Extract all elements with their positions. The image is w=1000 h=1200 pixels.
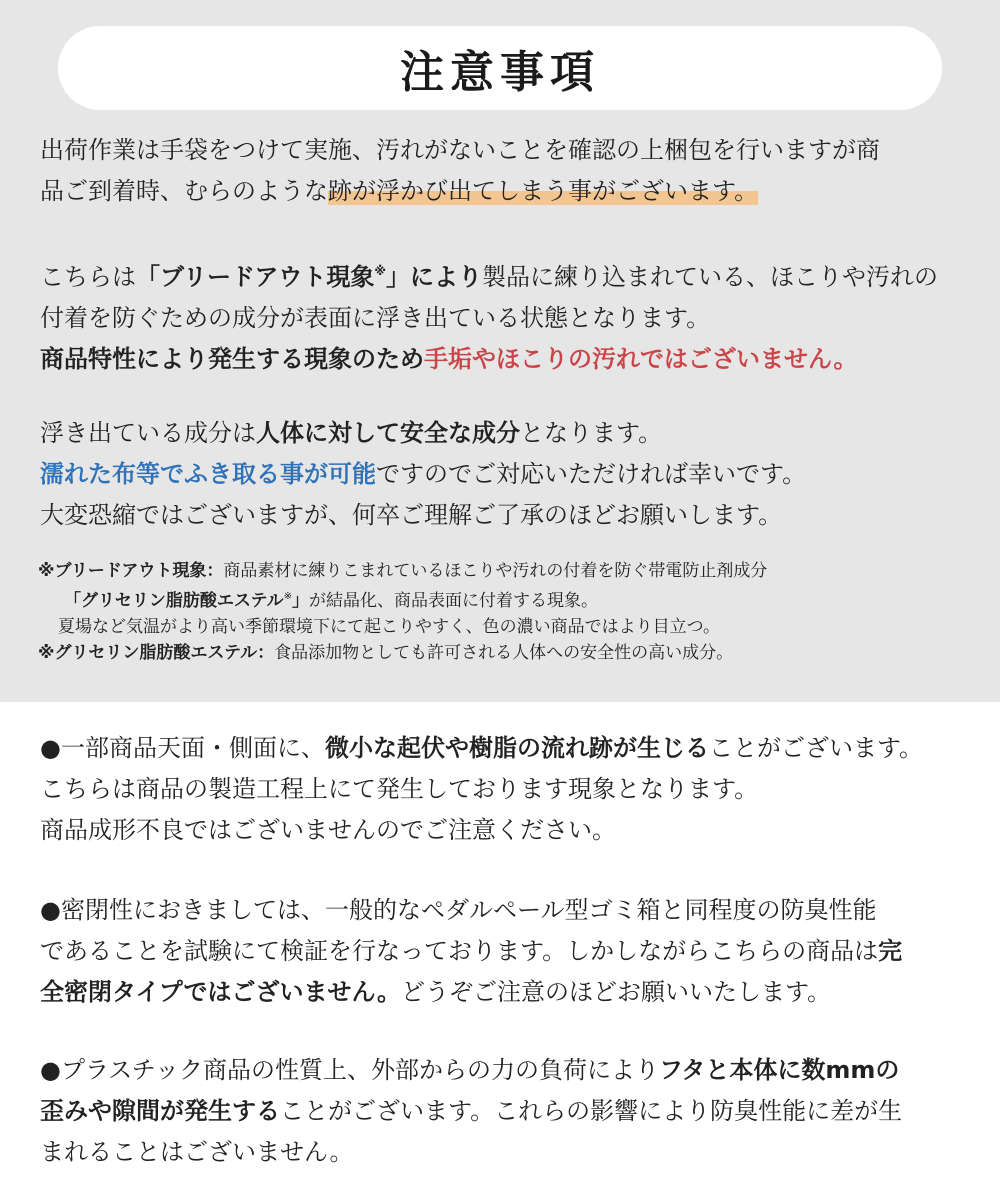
paragraph-shipping bbox=[40, 130, 965, 212]
text-span: 品ご到着時、むらのような bbox=[40, 177, 328, 205]
footnote-line bbox=[38, 584, 968, 614]
text-span: ことがございます。 bbox=[708, 734, 924, 762]
blue-emphasis-text: 濡れた布等でふき取る事が可能 bbox=[40, 460, 376, 488]
text-line: 大変恐縮ではございますが、何卒ご理解ご了承のほどお願いします。 bbox=[40, 501, 783, 529]
text-span: ●一部商品天面・側面に、 bbox=[40, 734, 325, 762]
text-line: 商品成形不良ではございませんのでご注意ください。 bbox=[40, 816, 616, 844]
bold-text: 」により bbox=[386, 263, 482, 291]
footnote-line bbox=[38, 558, 968, 584]
text-line: まれることはございません。 bbox=[40, 1138, 354, 1166]
text-span: ことがございます。これらの影響により防臭性能に差が生 bbox=[280, 1097, 903, 1125]
footnote-term: 」 bbox=[292, 591, 310, 611]
text-line: 付着を防ぐための成分が表面に浮き出ている状態となります。 bbox=[40, 304, 711, 332]
bold-text: 全密閉タイプではございません。 bbox=[40, 978, 401, 1006]
text-line bbox=[40, 251, 965, 298]
bullet-distortion bbox=[40, 1050, 970, 1173]
bullet-resin-marks bbox=[40, 728, 970, 851]
bold-text: 「ブリードアウト現象 bbox=[136, 263, 375, 291]
text-line bbox=[40, 413, 965, 454]
text-span: 製品に練り込まれている、ほこりや汚れの bbox=[482, 263, 938, 291]
footnote-term: ※ブリードアウト現象： bbox=[38, 561, 224, 581]
paragraph-bleed-out bbox=[40, 251, 965, 380]
paragraph-safety bbox=[40, 413, 965, 536]
footnote-text: 商品素材に練りこまれているほこりや汚れの付着を防ぐ帯電防止剤成分 bbox=[223, 561, 768, 581]
footnote-line bbox=[38, 640, 968, 666]
text-line: 出荷作業は手袋をつけて実施、汚れがないことを確認の上梱包を行いますが商 bbox=[40, 136, 880, 164]
footnote-text: が結晶化、商品表面に付着する現象。 bbox=[309, 591, 599, 611]
footnotes bbox=[38, 558, 968, 666]
footnote-term: ※グリセリン脂肪酸エステル： bbox=[38, 643, 275, 663]
bold-text: 人体に対して安全な成分 bbox=[256, 419, 520, 447]
footnote-term: 「グリセリン脂肪酸エステル bbox=[64, 591, 284, 611]
bullet-airtightness bbox=[40, 890, 970, 1013]
bold-text: 完 bbox=[878, 937, 903, 965]
red-emphasis-text: 手垢やほこりの汚れではございません。 bbox=[424, 345, 858, 373]
text-span: であることを試験にて検証を行なっております。しかしながらこちらの商品は bbox=[40, 937, 879, 965]
title-banner bbox=[58, 26, 942, 110]
footnote-line: 夏場など気温がより高い季節環境下にて起こりやすく、色の濃い商品ではより目立つ。 bbox=[58, 617, 720, 637]
text-line bbox=[40, 972, 970, 1013]
text-line bbox=[40, 728, 970, 769]
bold-text: フタと本体に数mmの bbox=[659, 1056, 900, 1084]
note-mark: ※ bbox=[283, 591, 293, 602]
text-line bbox=[40, 339, 965, 380]
footnote-text: 食品添加物としても許可される人体への安全性の高い成分。 bbox=[274, 643, 734, 663]
text-line bbox=[40, 171, 965, 212]
text-span: ですのでご対応いただければ幸いです。 bbox=[376, 460, 807, 488]
text-span: 浮き出ている成分は bbox=[40, 419, 256, 447]
text-span: となります。 bbox=[520, 419, 663, 447]
text-line: こちらは商品の製造工程上にて発生しております現象となります。 bbox=[40, 775, 759, 803]
bold-text: 歪みや隙間が発生する bbox=[40, 1097, 280, 1125]
text-line bbox=[40, 454, 965, 495]
text-line bbox=[40, 1091, 970, 1132]
bold-text: 商品特性により発生する現象のため bbox=[40, 345, 424, 373]
highlighted-text: 跡が浮かび出てしまう事がございます。 bbox=[328, 177, 759, 205]
bold-text: 微小な起伏や樹脂の流れ跡が生じる bbox=[324, 734, 709, 762]
text-span: ●プラスチック商品の性質上、外部からの力の負荷により bbox=[40, 1056, 660, 1084]
page-title: 注意事項 bbox=[400, 47, 600, 98]
text-span: どうぞご注意のほどお願いいたします。 bbox=[400, 978, 832, 1006]
text-span: こちらは bbox=[40, 263, 136, 291]
note-mark: ※ bbox=[374, 264, 386, 278]
text-line: ●密閉性におきましては、一般的なペダルペール型ゴミ箱と同程度の防臭性能 bbox=[40, 896, 877, 924]
text-line bbox=[40, 1050, 970, 1091]
text-line bbox=[40, 931, 970, 972]
